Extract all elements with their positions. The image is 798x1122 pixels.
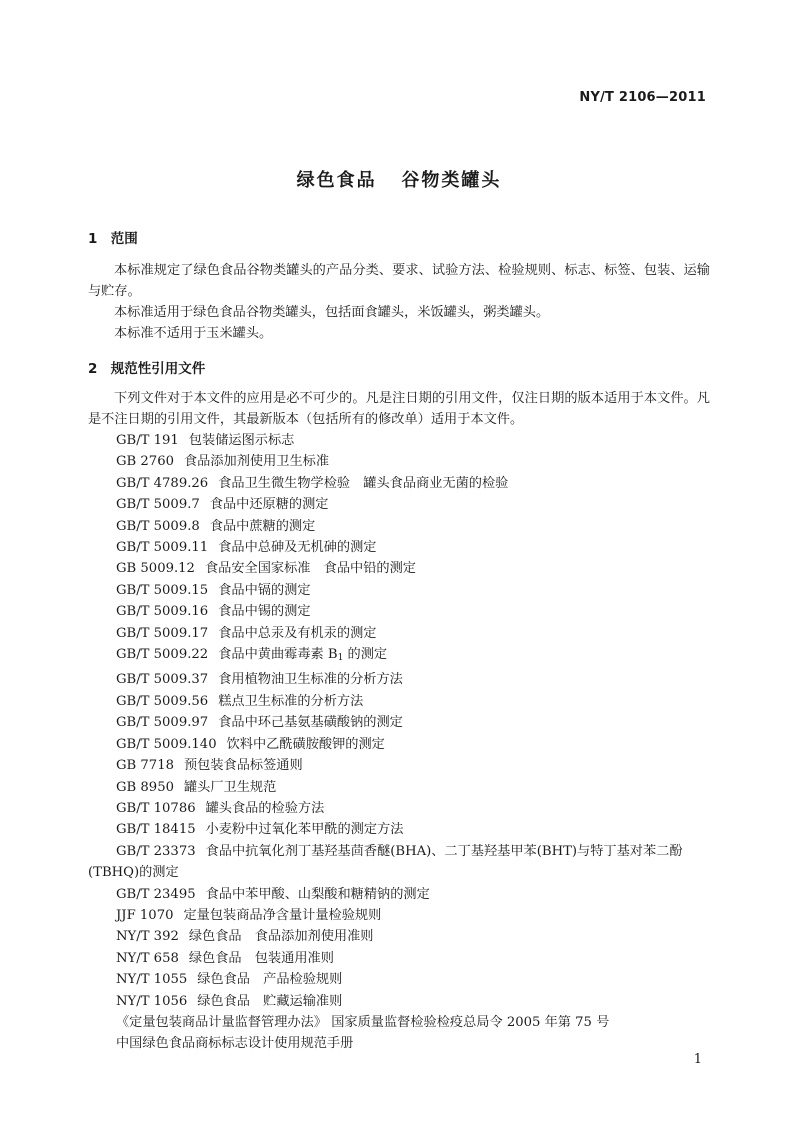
normative-intro-paragraph: 下列文件对于本文件的应用是必不可少的。凡是注日期的引用文件，仅注日期的版本适用于本文件。凡是不注日期的引用文件，其最新版本（包括所有的修改单）适用于本文件。 <box>88 391 710 427</box>
reference-title: 小麦粉中过氧化苯甲酰的测定方法 <box>205 822 404 838</box>
reference-title: 饮料中乙酰磺胺酸钾的测定 <box>226 736 385 752</box>
scope-paragraph: 本标准适用于绿色食品谷物类罐头，包括面食罐头，米饭罐头，粥类罐头。 <box>114 305 550 320</box>
reference-title: 包装储运图示标志 <box>188 433 295 448</box>
reference-code: GB/T 23373 <box>116 843 196 859</box>
reference-item <box>88 601 710 622</box>
reference-title: 食品卫生微生物学检验 罐头食品商业无菌的检验 <box>218 475 509 491</box>
reference-title: 糕点卫生标准的分析方法 <box>218 693 364 709</box>
reference-code: GB/T 5009.56 <box>116 693 209 709</box>
reference-title: 食品中总汞及有机汞的测定 <box>218 625 377 641</box>
reference-list <box>88 430 710 1055</box>
reference-code: NY/T 1056 <box>116 993 188 1009</box>
reference-item <box>88 669 710 690</box>
reference-code: GB/T 5009.17 <box>116 625 209 641</box>
reference-code: GB/T 5009.11 <box>116 540 209 556</box>
reference-item <box>88 580 710 601</box>
reference-item <box>88 558 710 579</box>
reference-item <box>88 691 710 712</box>
reference-item <box>88 755 710 776</box>
reference-item <box>88 841 710 884</box>
reference-code: GB/T 18415 <box>116 822 196 838</box>
reference-title: 食品中锡的测定 <box>218 604 311 620</box>
reference-item <box>88 623 710 644</box>
reference-code: NY/T 392 <box>116 929 179 945</box>
reference-item <box>88 905 710 926</box>
reference-title: 食用植物油卫生标准的分析方法 <box>218 672 403 688</box>
reference-item <box>88 516 710 537</box>
section-heading-normative-references <box>88 358 710 380</box>
reference-title: 定量包装商品净含量计量检验规则 <box>183 907 382 923</box>
extra-reference-item: 中国绿色食品商标标志设计使用规范手册 <box>116 1036 354 1052</box>
reference-title: 食品中环己基氨基磺酸钠的测定 <box>218 715 403 731</box>
reference-title: 食品中苯甲酸、山梨酸和糖精钠的测定 <box>205 886 430 902</box>
reference-code: NY/T 658 <box>116 950 179 966</box>
reference-item <box>88 712 710 733</box>
reference-title: 绿色食品 包装通用准则 <box>188 950 334 966</box>
reference-item <box>88 451 710 472</box>
reference-item <box>88 926 710 947</box>
reference-code: GB/T 5009.37 <box>116 672 209 688</box>
reference-code: GB 8950 <box>116 779 174 795</box>
reference-item <box>88 473 710 494</box>
reference-title-text: 食品中黄曲霉毒素 B <box>218 647 338 663</box>
section-number: 1 <box>88 231 98 247</box>
reference-code: GB/T 5009.22 <box>116 647 209 663</box>
reference-item <box>88 537 710 558</box>
reference-code: GB/T 5009.8 <box>116 518 200 534</box>
reference-title: 绿色食品 食品添加剂使用准则 <box>188 929 374 945</box>
document-title: 绿色食品 谷物类罐头 <box>296 170 502 191</box>
reference-title: 绿色食品 贮藏运输准则 <box>197 993 343 1009</box>
reference-item <box>88 819 710 840</box>
reference-item <box>88 734 710 755</box>
reference-item <box>88 494 710 515</box>
reference-code: GB 7718 <box>116 758 174 774</box>
scope-paragraph: 本标准不适用于玉米罐头。 <box>114 326 273 341</box>
section-heading-scope <box>88 228 710 250</box>
reference-title: 食品中总砷及无机砷的测定 <box>218 540 377 556</box>
reference-title: 预包装食品标签通则 <box>183 758 303 774</box>
scope-paragraph: 本标准规定了绿色食品谷物类罐头的产品分类、要求、试验方法、检验规则、标志、标签、包装、运输与贮存。 <box>88 263 710 299</box>
reference-title: 食品添加剂使用卫生标准 <box>183 454 330 470</box>
reference-title: 罐头厂卫生规范 <box>183 779 277 795</box>
reference-code: GB/T 5009.140 <box>116 736 217 752</box>
extra-reference-item: 《定量包装商品计量监督管理办法》 国家质量监督检验检疫总局令 2005 年第 75 号 <box>116 1014 610 1030</box>
section-number: 2 <box>88 361 98 377</box>
reference-title: 食品中还原糖的测定 <box>209 497 329 513</box>
reference-title: 罐头食品的检验方法 <box>205 800 325 816</box>
reference-code: NY/T 1055 <box>116 972 188 988</box>
reference-title-text: 的测定 <box>343 647 388 663</box>
reference-code: GB/T 5009.15 <box>116 582 209 598</box>
reference-code: GB/T 5009.97 <box>116 715 209 731</box>
reference-code: GB/T 5009.16 <box>116 604 209 620</box>
page-number: 1 <box>693 1052 702 1067</box>
document-body <box>88 228 710 1055</box>
standard-code: NY/T 2106—2011 <box>579 90 706 105</box>
reference-code: GB 5009.12 <box>116 561 195 577</box>
reference-title: 食品中蔗糖的测定 <box>209 518 316 534</box>
reference-code: GB/T 5009.7 <box>116 497 200 513</box>
reference-code: GB/T 191 <box>116 433 179 448</box>
reference-item <box>88 430 710 451</box>
reference-title: 绿色食品 产品检验规则 <box>197 972 343 988</box>
subscript-index: 1 <box>337 653 344 664</box>
reference-title: 食品中镉的测定 <box>218 582 311 598</box>
reference-code: GB/T 23495 <box>116 886 196 902</box>
reference-item <box>88 777 710 798</box>
reference-code: GB/T 10786 <box>116 800 196 816</box>
reference-item <box>88 969 710 990</box>
reference-title <box>218 647 387 662</box>
reference-item <box>88 798 710 819</box>
reference-title: 食品中抗氧化剂丁基羟基茴香醚(BHA)、二丁基羟基甲苯(BHT)与特丁基对苯二酚(TBHQ)的测定 <box>88 843 683 881</box>
reference-item <box>88 991 710 1012</box>
section-title: 规范性引用文件 <box>110 361 206 377</box>
reference-item <box>88 644 710 669</box>
reference-title: 食品安全国家标准 食品中铅的测定 <box>204 561 416 577</box>
reference-item <box>88 948 710 969</box>
reference-code: GB/T 4789.26 <box>116 475 209 491</box>
reference-item <box>88 884 710 905</box>
section-title: 范围 <box>110 231 138 247</box>
reference-code: GB 2760 <box>116 454 174 470</box>
reference-code: JJF 1070 <box>116 907 174 923</box>
